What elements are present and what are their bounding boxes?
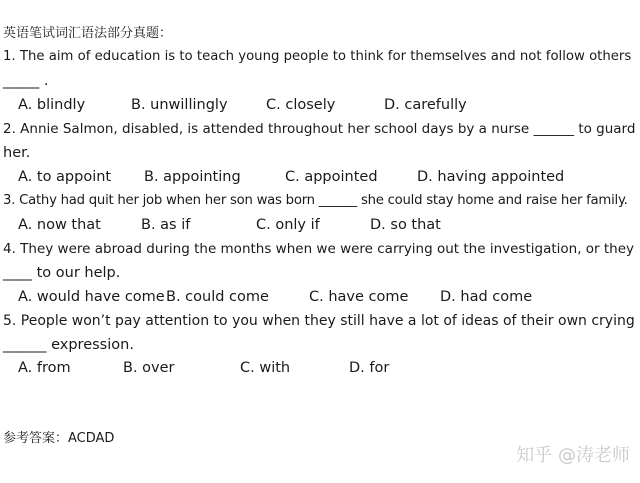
question-5-option-a: A. from xyxy=(18,360,71,376)
question-3-option-a: A. now that xyxy=(18,217,101,233)
question-4-option-a: A. would have come xyxy=(18,289,165,305)
question-1-option-b: B. unwillingly xyxy=(131,97,228,113)
question-2-option-c: C. appointed xyxy=(285,169,378,185)
question-2-text-cont: her. xyxy=(3,145,31,161)
question-1-option-a: A. blindly xyxy=(18,97,86,113)
question-2-text: 2. Annie Salmon, disabled, is attended throughout her school days by a nurse ______ to guard xyxy=(3,121,636,137)
question-2-option-a: A. to appoint xyxy=(18,169,112,185)
question-3-option-c: C. only if xyxy=(256,217,320,233)
question-2-option-b: B. appointing xyxy=(144,169,241,185)
question-5-text-cont: ______ expression. xyxy=(3,337,134,353)
question-4-option-d: D. had come xyxy=(440,289,533,305)
question-3-text: 3. Cathy had quit her job when her son was born ______ she could stay home and raise her family. xyxy=(3,193,628,208)
question-4-text: 4. They were abroad during the months when we were carrying out the investigation, or they xyxy=(3,241,635,257)
question-5-option-d: D. for xyxy=(349,360,390,376)
question-1-option-c: C. closely xyxy=(266,97,336,113)
watermark: 知乎 @涛老师 xyxy=(516,445,630,466)
question-1-option-d: D. carefully xyxy=(384,97,467,113)
question-2-option-d: D. having appointed xyxy=(417,169,565,185)
question-3-option-d: D. so that xyxy=(370,217,441,233)
question-4-text-cont: ____ to our help. xyxy=(3,265,121,281)
answer-key: 参考答案：ACDAD xyxy=(3,431,115,446)
question-5-text: 5. People won’t pay attention to you when they still have a lot of ideas of their own crying xyxy=(3,313,635,329)
question-1-text: 1. The aim of education is to teach young people to think for themselves and not follow others xyxy=(3,49,632,64)
question-5-option-b: B. over xyxy=(123,360,175,376)
question-4-option-b: B. could come xyxy=(166,289,269,305)
page-heading: 英语笔试词汇语法部分真题： xyxy=(3,26,173,41)
question-1-text-cont: _____ . xyxy=(3,73,49,89)
question-3-option-b: B. as if xyxy=(141,217,191,233)
question-4-option-c: C. have come xyxy=(309,289,409,305)
question-5-option-c: C. with xyxy=(240,360,291,376)
